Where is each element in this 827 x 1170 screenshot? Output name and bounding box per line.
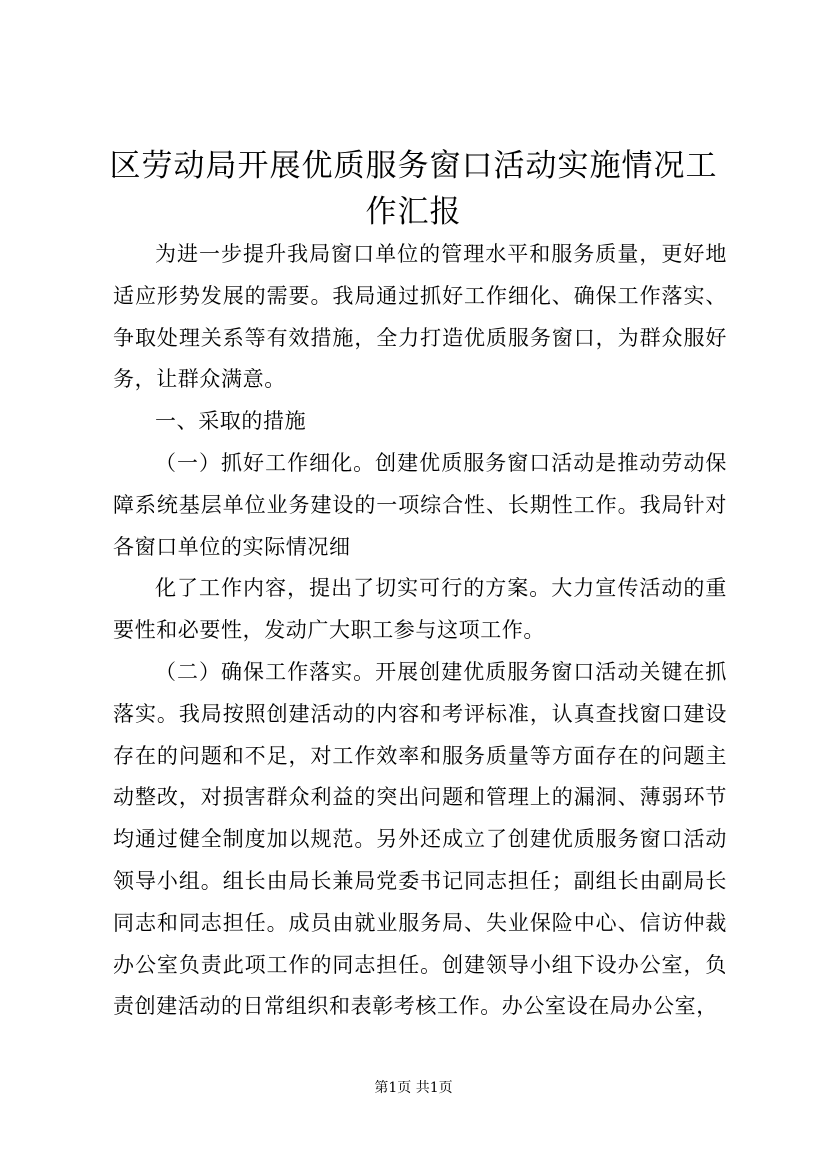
subsection-paragraph-2: （二）确保工作落实。开展创建优质服务窗口活动关键在抓落实。我局按照创建活动的内容和考评标准，认真查找窗口建设存在的问题和不足，对工作效率和服务质量等方面存在的问题主动整改，对损害群众利益的突出问题和管理上的漏洞、薄弱环节均通过健全制度加以规范。另外还成立了创建优质服务窗口活动领导小组。组长由局长兼局党委书记同志担任；副组长由副局长同志和同志担任。成员由就业服务局、失业保险中心、信访仲裁办公室负责此项工作的同志担任。创建领导小组下设办公室，负责创建活动的日常组织和表彰考核工作。办公室设在局办公室，: [113, 659, 727, 1019]
intro-paragraph: 为进一步提升我局窗口单位的管理水平和服务质量，更好地适应形势发展的需要。我局通过抓好工作细化、确保工作落实、争取处理关系等有效措施，全力打造优质服务窗口，为群众服好务，让群众满意。: [113, 242, 727, 392]
page-footer: 第1页 共1页: [374, 1080, 453, 1096]
subsection-paragraph-1: （一）抓好工作细化。创建优质服务窗口活动是推动劳动保障系统基层单位业务建设的一项综合性、长期性工作。我局针对各窗口单位的实际情况细: [113, 450, 727, 559]
subsection-paragraph-1-continued: 化了工作内容，提出了切实可行的方案。大力宣传活动的重要性和必要性，发动广大职工参与这项工作。: [113, 576, 727, 643]
section-heading: 一、采取的措施: [155, 409, 307, 434]
document-body: [113, 234, 727, 1028]
document-title: 区劳动局开展优质服务窗口活动实施情况工作汇报: [109, 148, 718, 230]
